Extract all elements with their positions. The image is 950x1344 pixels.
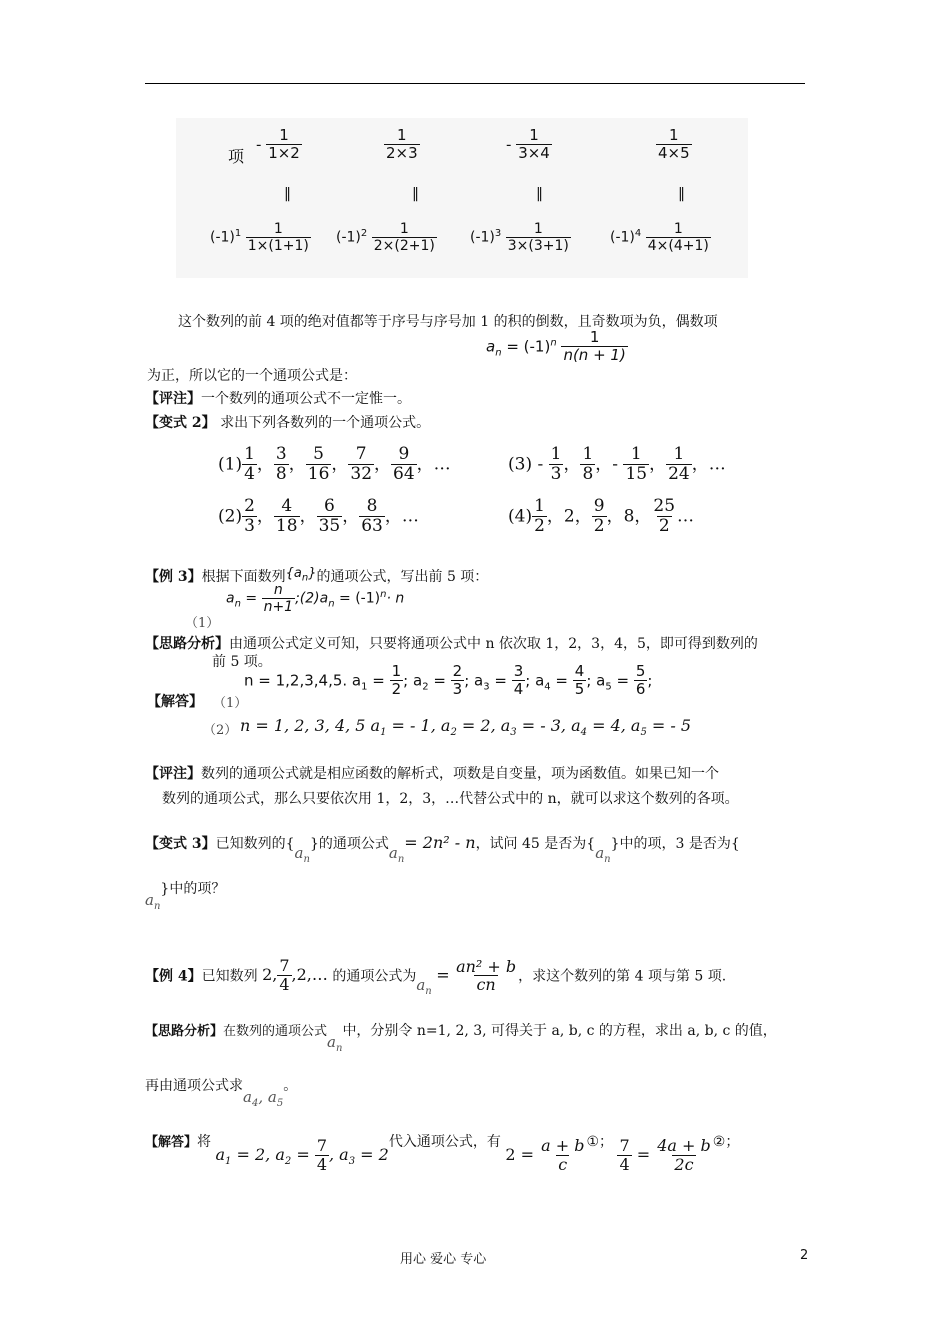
figure-top-term: - $\frac{1}{1\times 2}$ xyxy=(256,126,300,162)
header-rule xyxy=(145,83,805,84)
analysis-2: 【思路分析】在数列的通项公式$a_n$中，分别令 n=1, 2, 3, 可得关于 a, b, c 的方程，求出 a, b, c 的值， xyxy=(145,1023,777,1054)
variant-3b: $a_n$}中的项？ xyxy=(145,881,226,912)
example-3-heading: 【例 3】根据下面数列$\{a_n\}$的通项公式，写出前 5 项： xyxy=(145,566,489,585)
answer-2-label: （2） xyxy=(203,723,238,738)
term-figure xyxy=(176,118,748,278)
figure-equal-mark: ‖ xyxy=(412,186,419,202)
figure-bottom-term: $(-1)^2$ $\frac{1}{2\times(2+1)}$ xyxy=(336,221,435,254)
analysis-1: 【思路分析】由通项公式定义可知，只要将通项公式中 n 依次取 1，2，3，4，5，即可得到数列的 xyxy=(145,636,758,652)
figure-equal-mark: ‖ xyxy=(284,186,291,202)
sequence-1: (1) $\frac{1}{4}$ ， $\frac{3}{8}$ ， $\frac{5}{16}$ ， $\frac{7}{32}$ ， $\frac{9}{64}$ ，… xyxy=(218,444,451,484)
variant-2-heading: 【变式 2】 求出下列各数列的一个通项公式。 xyxy=(145,415,431,431)
variant-3: 【变式 3】已知数列的$\{a_n\}$的通项公式$a_n= 2n^2 - n$，试问 45 是否为$\{a_n\}$中的项，3 是否为{ xyxy=(145,833,740,865)
analysis-2b: 再由通项公式求$a_4$, $a_5$。 xyxy=(145,1078,298,1109)
comment-2b: 数列的通项公式，那么只要依次用 1，2，3，…代替公式中的 n，就可以求这个数列的各项。 xyxy=(162,791,739,807)
answer-2-formula: n = 1, 2, 3, 4, 5 $a_1$ = - 1, $a_2 = 2$, $a_3$ = - 3, $a_4 = 4$, $a_5$ = - 5 xyxy=(240,716,692,739)
answer-1-tag: 【解答】 xyxy=(147,694,203,710)
figure-top-term: - $\frac{1}{3\times 4}$ xyxy=(506,126,550,162)
sequence-4: (4) $\frac{1}{2}$ ，2， $\frac{9}{2}$ ，8， $\frac{25}{2}$ … xyxy=(508,496,695,536)
answer-1-label: （1） xyxy=(213,696,248,711)
figure-equal-mark: ‖ xyxy=(678,186,685,202)
example-4: 【例 4】已知数列 2, $\frac{7}{4}$ ,2,… 的通项公式为$a_n$ = $\frac{\text{an² + b}}{cn}$ ，求这个数列的第 4 项与第 5 项. xyxy=(145,956,727,998)
figure-top-term: $\frac{1}{2\times 3}$ xyxy=(386,126,418,162)
figure-bottom-term: $(-1)^3$ $\frac{1}{3\times(3+1)}$ xyxy=(470,221,569,254)
figure-bottom-term: $(-1)^4$ $\frac{1}{4\times(4+1)}$ xyxy=(610,221,709,254)
comment-1: 【评注】一个数列的通项公式不一定惟一。 xyxy=(145,391,411,407)
answer-1-formula: n = 1,2,3,4,5. $a_1$ = $\frac{1}{2}$ ; $a_2$ = $\frac{2}{3}$ ; $a_3$ = $\frac{3}{4}$ ; $a_4$ = $\frac{4}{5}$ ; $a_5$ = $\frac{5}{6}$ ; xyxy=(244,662,653,698)
formula-1: $a_n = (-1)^n$ $\frac{1}{n(n + 1)}$ xyxy=(486,328,626,364)
figure-label: 项 xyxy=(228,147,245,166)
analysis-1b: 前 5 项。 xyxy=(212,654,272,670)
figure-bottom-term: $(-1)^1$ $\frac{1}{1\times(1+1)}$ xyxy=(210,221,309,254)
answer-3: 【解答】将 $a_1 = 2$, $a_2$ = $\frac{7}{4}$ , $a_3 = 2$代入通项公式，有 2 = $\frac{a + b}{c}$ ①； $\frac{7}{4}$ = $\frac{4a + b}{2c}$ ②； xyxy=(145,1134,740,1174)
comment-2: 【评注】数列的通项公式就是相应函数的解析式，项数是自变量，项为函数值。如果已知一个 xyxy=(145,766,719,782)
sequence-2: (2) $\frac{2}{3}$ ， $\frac{4}{18}$ ， $\frac{6}{35}$ ， $\frac{8}{63}$ ，… xyxy=(218,496,419,536)
footer-text: 用心 爱心 专心 xyxy=(400,1252,487,1267)
paragraph-1b: 为正，所以它的一个通项公式是： xyxy=(147,368,357,384)
example-3-formula: $a_n$ = $\frac{n}{n+1}$ $;(2)a_n = (-1)^n\cdot n$ xyxy=(226,582,405,615)
example-3-label: （1） xyxy=(185,616,220,631)
page-number: 2 xyxy=(800,1248,809,1263)
figure-top-term: $\frac{1}{4\times 5}$ xyxy=(658,126,690,162)
paragraph-1: 这个数列的前 4 项的绝对值都等于序号与序号加 1 的积的倒数，且奇数项为负，偶数项 xyxy=(178,314,718,330)
sequence-3: (3) - $\frac{1}{3}$ ， $\frac{1}{8}$ ，- $\frac{1}{15}$ ， $\frac{1}{24}$ ，… xyxy=(508,444,726,484)
figure-equal-mark: ‖ xyxy=(536,186,543,202)
